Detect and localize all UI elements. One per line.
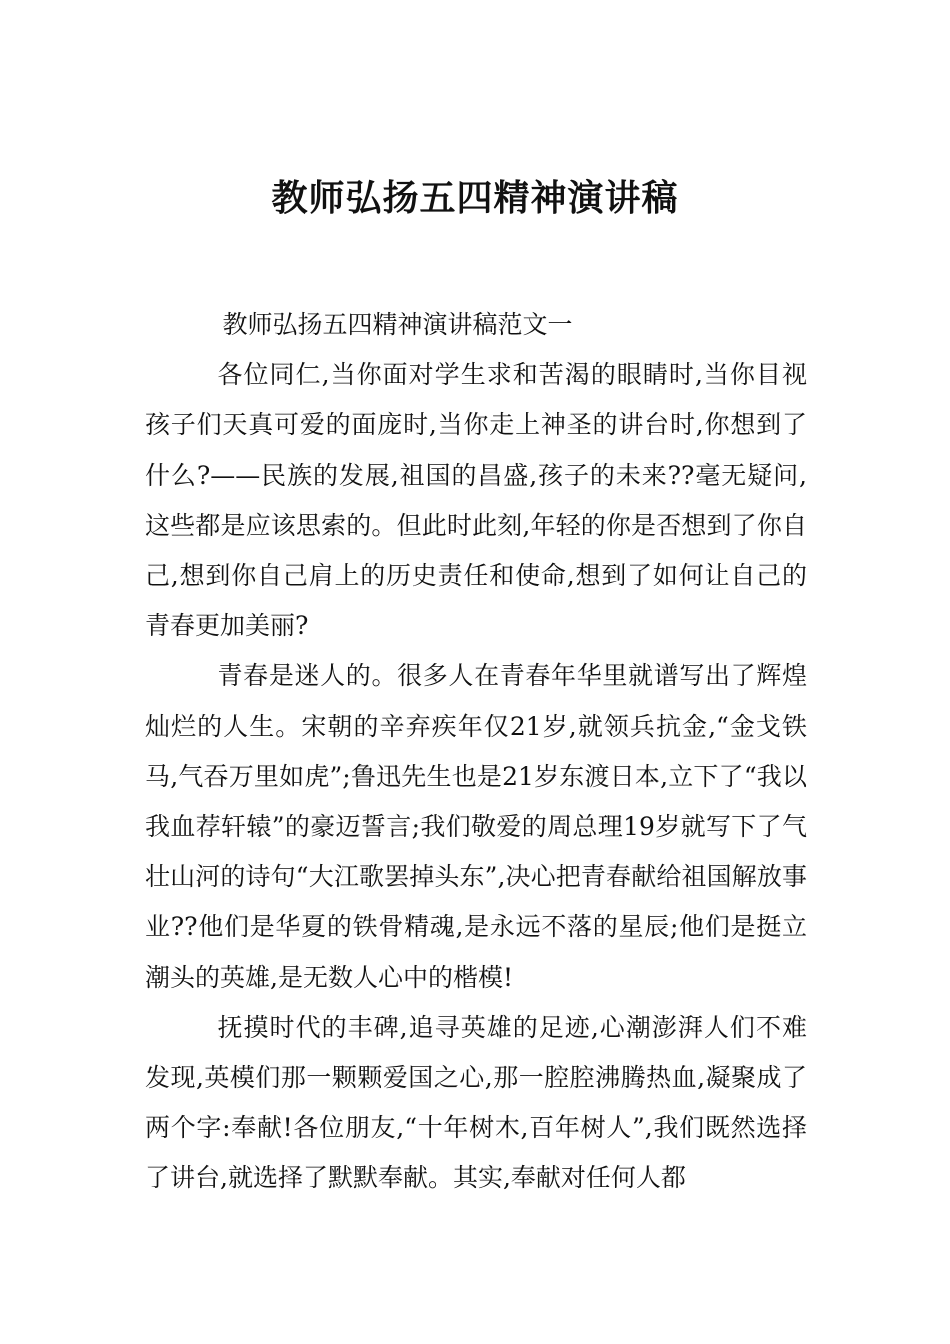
paragraph-2: 青春是迷人的。很多人在青春年华里就谱写出了辉煌灿烂的人生。宋朝的辛弃疾年仅21岁,就领兵抗金,“金戈铁马,气吞万里如虎”;鲁迅先生也是21岁东渡日本,立下了“我以我血荐轩辕”的豪迈誓言;我们敬爱的周总理19岁就写下了气壮山河的诗句“大江歌罢掉头东”,决心把青春献给祖国解放事业??他们是华夏的铁骨精魂,是永远不落的星辰;他们是挺立潮头的英雄,是无数人心中的楷模!: [145, 661, 807, 992]
paragraph-1: 各位同仁,当你面对学生求和苦渴的眼睛时,当你目视孩子们天真可爱的面庞时,当你走上神圣的讲台时,你想到了什么?——民族的发展,祖国的昌盛,孩子的未来??毫无疑问,这些都是应该思索的。但此时此刻,年轻的你是否想到了你自己,想到你自己肩上的历史责任和使命,想到了如何让自己的青春更加美丽?: [145, 360, 807, 641]
document-body: [145, 300, 807, 1204]
document-subtitle: 教师弘扬五四精神演讲稿范文一: [222, 310, 573, 339]
paragraph-3: 抚摸时代的丰碑,追寻英雄的足迹,心潮澎湃人们不难发现,英模们那一颗颗爱国之心,那一腔腔沸腾热血,凝聚成了两个字:奉献!各位朋友,“十年树木,百年树人”,我们既然选择了讲台,就选择了默默奉献。其实,奉献对任何人都: [145, 1012, 807, 1193]
document-title: 教师弘扬五四精神演讲稿: [271, 178, 679, 219]
